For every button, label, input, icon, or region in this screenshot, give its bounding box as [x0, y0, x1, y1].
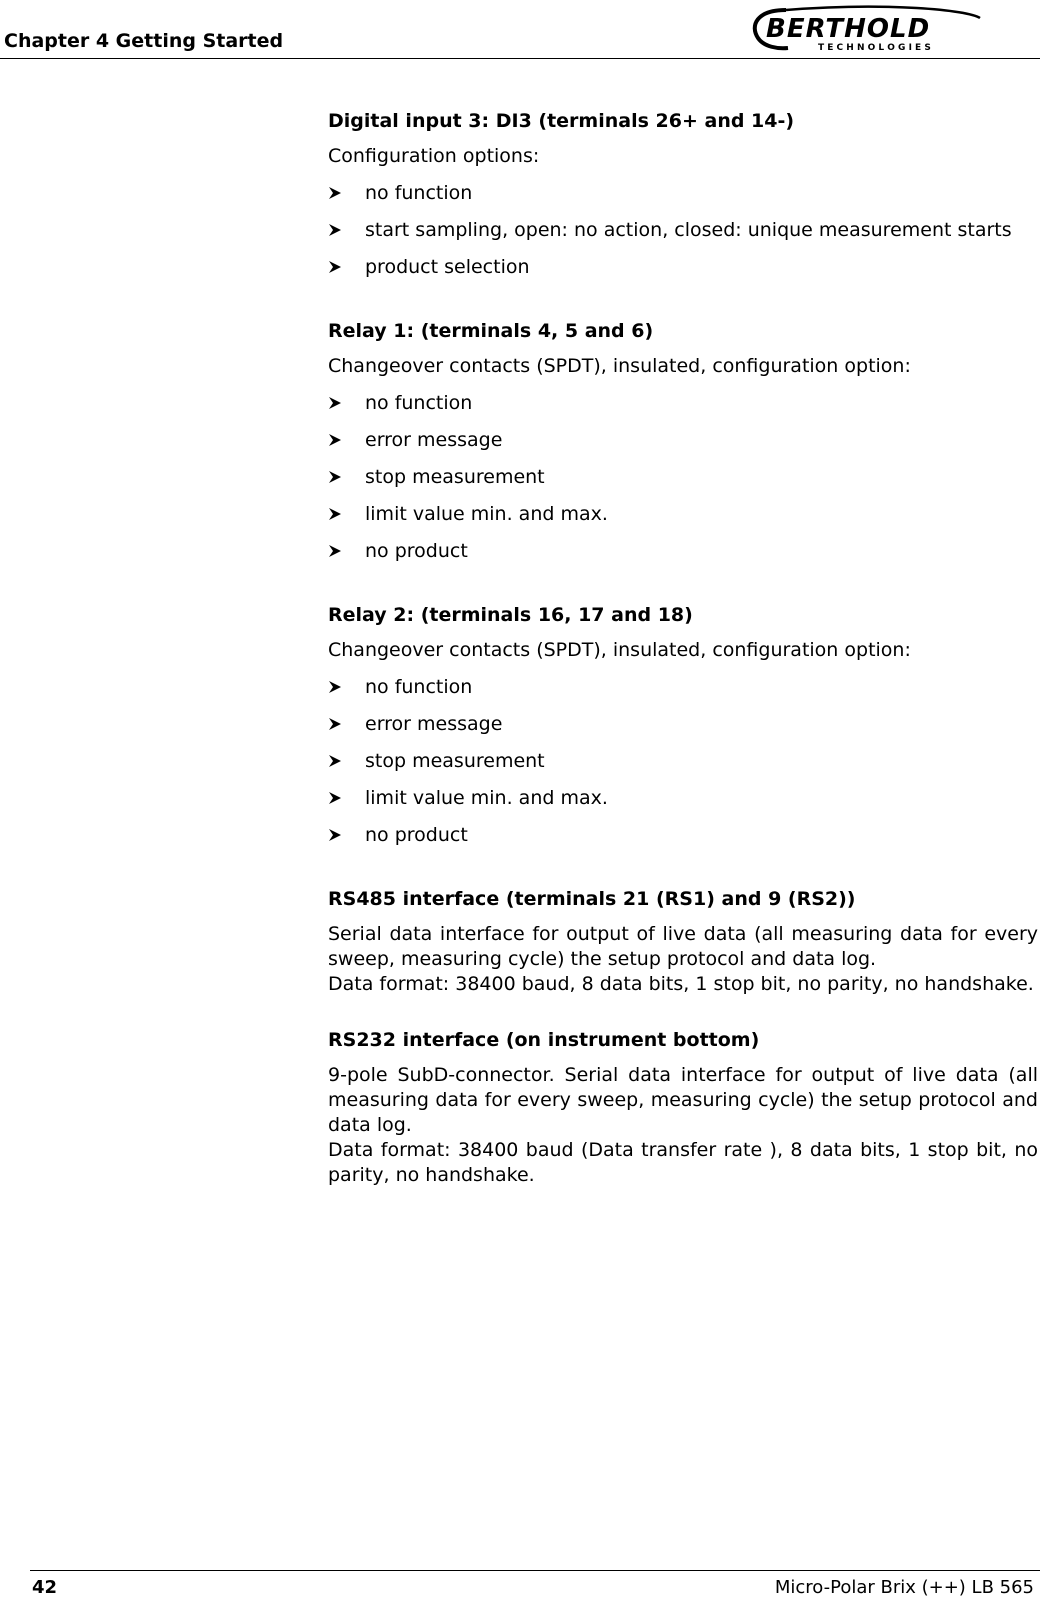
arrow-bullet-icon — [328, 754, 342, 768]
section-paragraph: 9-pole SubD-connector. Serial data interface for output of live data (all measuring data for every sweep, measuring cycle) the setup protocol and data log. — [328, 1064, 1038, 1136]
list-item-text: start sampling, open: no action, closed: unique measurement starts — [365, 219, 1012, 241]
list-item — [328, 749, 1038, 774]
list-item — [328, 502, 1038, 527]
list-item-text: no function — [365, 676, 473, 698]
section-paragraph: Data format: 38400 baud (Data transfer rate ), 8 data bits, 1 stop bit, no parity, no handshake. — [328, 1139, 1038, 1186]
section-intro: Configuration options: — [328, 145, 540, 167]
berthold-logo-graphic — [748, 4, 1038, 56]
section-digital-input-3 — [328, 108, 1038, 280]
section-intro: Changeover contacts (SPDT), insulated, configuration option: — [328, 639, 911, 661]
arrow-bullet-icon — [328, 791, 342, 805]
arrow-bullet-icon — [328, 680, 342, 694]
list-item-text: no product — [365, 824, 468, 846]
arrow-bullet-icon — [328, 828, 342, 842]
logo-wordmark: BERTHOLD — [766, 14, 931, 44]
page-footer — [30, 1570, 1040, 1599]
list-item — [328, 823, 1038, 848]
page-number: 42 — [32, 1577, 58, 1598]
list-item — [328, 465, 1038, 490]
list-item — [328, 539, 1038, 564]
list-item-text: product selection — [365, 256, 530, 278]
section-title: Relay 2: (terminals 16, 17 and 18) — [328, 604, 693, 626]
list-item-text: error message — [365, 429, 503, 451]
list-item-text: limit value min. and max. — [365, 787, 608, 809]
arrow-bullet-icon — [328, 507, 342, 521]
list-item-text: no product — [365, 540, 468, 562]
main-content — [328, 108, 1038, 1226]
options-list — [328, 181, 1038, 280]
arrow-bullet-icon — [328, 260, 342, 274]
section-rs232 — [328, 1027, 1038, 1188]
logo-tagline: T E C H N O L O G I E S — [818, 43, 931, 53]
section-title: Relay 1: (terminals 4, 5 and 6) — [328, 320, 654, 342]
list-item-text: error message — [365, 713, 503, 735]
arrow-bullet-icon — [328, 396, 342, 410]
list-item-text: no function — [365, 392, 473, 414]
list-item-text: stop measurement — [365, 466, 545, 488]
options-list — [328, 675, 1038, 848]
arrow-bullet-icon — [328, 433, 342, 447]
list-item — [328, 181, 1038, 206]
chapter-title: Chapter 4 Getting Started — [4, 30, 284, 52]
options-list — [328, 391, 1038, 564]
list-item — [328, 786, 1038, 811]
section-relay-1 — [328, 318, 1038, 564]
list-item — [328, 391, 1038, 416]
section-relay-2 — [328, 602, 1038, 848]
berthold-logo — [748, 4, 1038, 56]
section-rs485 — [328, 886, 1038, 997]
list-item — [328, 218, 1038, 243]
section-title: RS485 interface (terminals 21 (RS1) and 9 (RS2)) — [328, 888, 856, 910]
arrow-bullet-icon — [328, 186, 342, 200]
list-item-text: no function — [365, 182, 473, 204]
list-item — [328, 712, 1038, 737]
list-item-text: limit value min. and max. — [365, 503, 608, 525]
arrow-bullet-icon — [328, 223, 342, 237]
section-title: RS232 interface (on instrument bottom) — [328, 1029, 760, 1051]
list-item-text: stop measurement — [365, 750, 545, 772]
arrow-bullet-icon — [328, 544, 342, 558]
section-paragraph: Serial data interface for output of live data (all measuring data for every sweep, measuring cycle) the setup protocol and data log. — [328, 923, 1038, 970]
arrow-bullet-icon — [328, 717, 342, 731]
arrow-bullet-icon — [328, 470, 342, 484]
section-paragraph: Data format: 38400 baud, 8 data bits, 1 stop bit, no parity, no handshake. — [328, 973, 1034, 995]
page-header — [0, 0, 1040, 59]
list-item — [328, 428, 1038, 453]
document-title: Micro-Polar Brix (++) LB 565 — [774, 1577, 1034, 1598]
section-title: Digital input 3: DI3 (terminals 26+ and 14-) — [328, 110, 795, 132]
list-item — [328, 675, 1038, 700]
list-item — [328, 255, 1038, 280]
section-intro: Changeover contacts (SPDT), insulated, configuration option: — [328, 355, 911, 377]
